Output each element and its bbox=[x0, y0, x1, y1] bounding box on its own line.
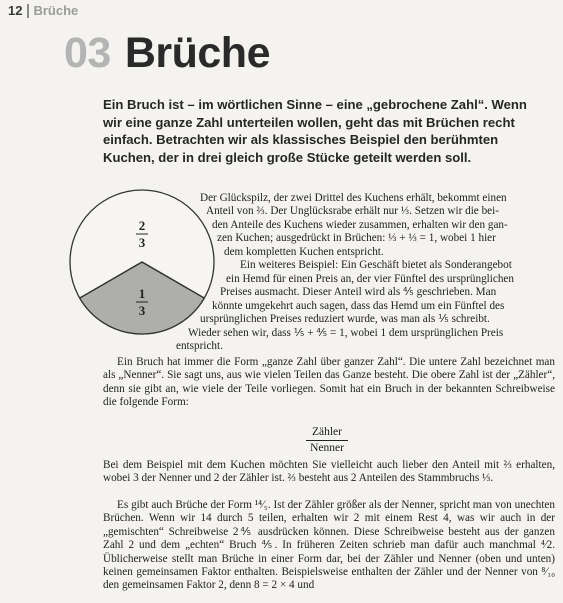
text-line: Ein weiteres Beispiel: Ein Geschäft bietet als Sonderangebot bbox=[240, 259, 512, 271]
text-line: könnte umgekehrt auch sagen, dass das Hemd um ein Fünftel des bbox=[212, 300, 505, 312]
text-line: ein Hemd für einen Preis an, der vier Fünftel des ursprünglichen bbox=[226, 273, 514, 285]
chapter-number: 03 bbox=[64, 29, 111, 77]
paragraph-form: Ein Bruch hat immer die Form „ganze Zahl über ganzer Zahl“. Die untere Zahl bezeichnet man als „Nenner“. Sie sagt uns, aus wie vielen Teilen das Ganze besteht. Die obere Zahl ist der „Zähler“, denn sie gibt an, wie viele der Teile vorliegen. Somit hat ein Bruch in der bekannten Schreibweise die folgende Form: bbox=[103, 356, 555, 409]
cake-pie-chart bbox=[68, 182, 216, 342]
chapter-title bbox=[64, 29, 270, 77]
section-name: Brüche bbox=[33, 3, 79, 18]
lower-denominator: 3 bbox=[138, 303, 146, 318]
text-line: Anteil von ⅔. Der Unglücksrabe erhält nur ⅓. Setzen wir die bei- bbox=[206, 205, 499, 217]
formula-numerator: Zähler bbox=[306, 426, 348, 441]
text-line: entspricht. bbox=[176, 340, 223, 352]
paragraph-cake: Bei dem Beispiel mit dem Kuchen möchten Sie vielleicht auch lieber den Anteil mit ⅔ erhalten, wobei 3 der Nenner und 2 der Zähler ist. ⅔ besteht aus 2 Anteilen des Stammbruchs ⅓. bbox=[103, 459, 555, 485]
text-line: Preises ausmacht. Dieser Anteil wird als ⅘ geschrieben. Man bbox=[220, 286, 497, 298]
text-line: Wieder sehen wir, dass ⅕ + ⅘ = 1, wobei 1 dem ursprünglichen Preis bbox=[188, 327, 504, 339]
text-line: dem kompletten Kuchen entspricht. bbox=[224, 246, 384, 258]
lower-numerator: 1 bbox=[138, 286, 146, 301]
upper-numerator: 2 bbox=[138, 218, 146, 233]
formula-denominator: Nenner bbox=[310, 442, 344, 454]
paragraph-improper: Es gibt auch Brüche der Form ¹⁴⁄₅. Ist der Zähler größer als der Nenner, spricht man von unechten Brüchen. Wenn wir 14 durch 5 teilen, erhalten wir 2 mit einem Rest 4, was wir auch in der „gemischten“ Schreibweise 2⅘ ausdrücken können. Diese Schreibweise besteht aus der ganzen Zahl 2 und dem „echten“ Bruch ⅘. In früheren Zeiten schrieb man dafür auch manchmal ⁴⁄2. Üblicherweise stellt man Brüche in einer Form dar, bei der Zähler und Nenner (oben und unten) keinen gemeinsamen Faktor enthalten. Beispielsweise enthalten der Zähler und der Nenner von ⁸⁄₁₀ den gemeinsamen Faktor 2, denn 8 = 2 × 4 und bbox=[103, 499, 555, 592]
header-divider bbox=[27, 4, 29, 18]
text-line: zen Kuchen; ausgedrückt in Brüchen: ⅓ + ⅓ = 1, wobei 1 hier bbox=[217, 232, 496, 244]
text-line: Der Glückspilz, der zwei Drittel des Kuchens erhält, bekommt einen bbox=[200, 192, 507, 204]
upper-denominator: 3 bbox=[138, 235, 146, 250]
running-header bbox=[8, 3, 78, 18]
text-line: ursprünglichen Preises reduziert wurde, was man als ⅕ schreibt. bbox=[200, 313, 490, 325]
page-number: 12 bbox=[8, 3, 23, 18]
text-line: den Anteile des Kuchens wieder zusammen, erhalten wir den gan- bbox=[212, 219, 508, 231]
fraction-formula bbox=[306, 426, 348, 455]
chapter-word: Brüche bbox=[124, 29, 270, 77]
lead-paragraph: Ein Bruch ist – im wörtlichen Sinne – eine „gebrochene Zahl“. Wenn wir eine ganze Zahl unterteilen wollen, geht das mit Brüchen recht einfach. Betrachten wir als klassisches Beispiel den berühmten Kuchen, der in drei gleich große Stücke geteilt werden soll. bbox=[103, 97, 527, 165]
